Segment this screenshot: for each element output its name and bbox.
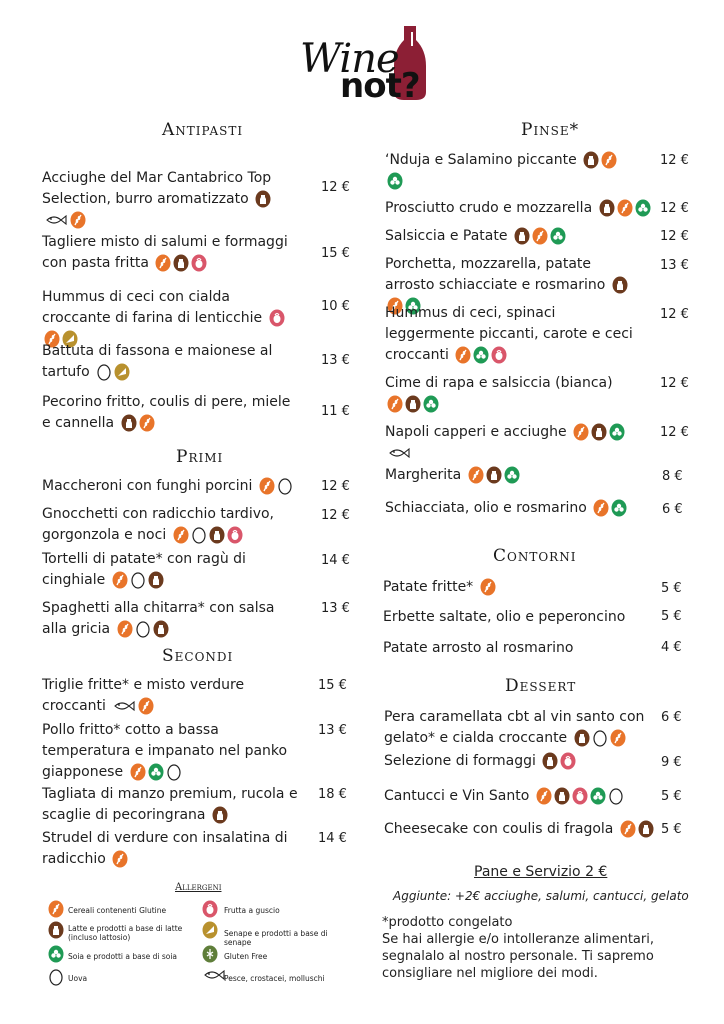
- legend-label: Uova: [68, 974, 88, 983]
- milk-icon: [638, 820, 654, 838]
- gluten-icon: [130, 763, 146, 781]
- soy-icon: [550, 227, 566, 245]
- menu-item: [385, 150, 635, 192]
- menu-item-price: 8 €: [662, 469, 683, 484]
- menu-item-price: 12 €: [660, 229, 689, 244]
- fish-icon: [44, 213, 68, 227]
- milk-icon: [486, 466, 502, 484]
- menu-item-name: Schiacciata, olio e rosmarino: [385, 500, 587, 516]
- glutenfree-icon: [202, 945, 218, 963]
- soy-icon: [148, 763, 164, 781]
- egg-icon: [608, 787, 624, 805]
- menu-item: [385, 303, 635, 366]
- menu-item: [42, 392, 302, 434]
- menu-item: [385, 498, 685, 519]
- gluten-icon: [173, 526, 189, 544]
- menu-item-name: Prosciutto crudo e mozzarella: [385, 200, 593, 216]
- menu-item: [385, 198, 685, 219]
- menu-item-name: Margherita: [385, 467, 462, 483]
- menu-item-name: Pecorino fritto, coulis di pere, miele e cannella: [42, 394, 291, 431]
- nuts-icon: [191, 254, 207, 272]
- nuts-icon: [572, 787, 588, 805]
- menu-item-name: Acciughe del Mar Cantabrico Top Selection, burro aromatizzato: [42, 170, 272, 207]
- nuts-icon: [202, 900, 218, 918]
- menu-item-price: 13 €: [318, 723, 347, 738]
- menu-item: [383, 607, 653, 628]
- fish-icon: [202, 968, 226, 982]
- menu-item-name: Patate arrosto al rosmarino: [383, 640, 574, 656]
- gluten-icon: [532, 227, 548, 245]
- menu-item: [384, 786, 654, 807]
- gluten-icon: [573, 423, 589, 441]
- section-title-secondi: Secondi: [162, 646, 234, 666]
- gluten-icon: [112, 571, 128, 589]
- menu-item: [42, 341, 292, 383]
- gluten-icon: [455, 346, 471, 364]
- milk-icon: [212, 806, 228, 824]
- gluten-icon: [610, 729, 626, 747]
- aggiunte-text: Aggiunte: +2€ acciughe, salumi, cantucci, gelato: [393, 889, 689, 903]
- menu-item-price: 10 €: [321, 299, 350, 314]
- section-title-primi: Primi: [176, 447, 224, 467]
- milk-icon: [542, 752, 558, 770]
- soy-icon: [473, 346, 489, 364]
- egg-icon: [592, 729, 608, 747]
- menu-item-price: 15 €: [321, 246, 350, 261]
- gluten-icon: [620, 820, 636, 838]
- legend-label: Pesce, crostacei, molluschi: [224, 974, 325, 983]
- menu-item-name: Cime di rapa e salsiccia (bianca): [385, 375, 613, 391]
- menu-item: [384, 819, 654, 840]
- menu-item-name: Cheesecake con coulis di fragola: [384, 821, 614, 837]
- mustard-icon: [202, 921, 218, 939]
- menu-item: [42, 784, 304, 826]
- menu-item-name: Triglie fritte* e misto verdure croccanti: [42, 677, 245, 714]
- menu-item: [42, 828, 304, 870]
- menu-item-price: 13 €: [321, 601, 350, 616]
- menu-item-name: Selezione di formaggi: [384, 753, 536, 769]
- menu-item: [383, 577, 633, 598]
- menu-item: [42, 720, 304, 783]
- menu-item-name: Pera caramellata cbt al vin santo con gelato* e cialda croccante: [384, 709, 645, 746]
- gluten-icon: [617, 199, 633, 217]
- menu-item: [42, 232, 302, 274]
- menu-item-price: 5 €: [661, 609, 682, 624]
- menu-item: [383, 638, 633, 659]
- menu-item-price: 6 €: [661, 710, 682, 725]
- fish-icon: [387, 446, 411, 460]
- menu-item-price: 13 €: [660, 258, 689, 273]
- nuts-icon: [227, 526, 243, 544]
- menu-item-name: Tortelli di patate* con ragù di cinghiale: [42, 551, 246, 588]
- menu-item: [384, 707, 654, 749]
- gluten-icon: [468, 466, 484, 484]
- gluten-icon: [70, 211, 86, 229]
- gluten-icon: [387, 395, 403, 413]
- milk-icon: [554, 787, 570, 805]
- legend-label: Latte e prodotti a base di latte (incluso lattosio): [68, 924, 183, 942]
- menu-item-price: 13 €: [321, 353, 350, 368]
- soy-icon: [611, 499, 627, 517]
- section-title-contorni: Contorni: [493, 546, 577, 566]
- menu-item-name: Cantucci e Vin Santo: [384, 788, 530, 804]
- gluten-icon: [259, 477, 275, 495]
- menu-item-name: Gnocchetti con radicchio tardivo, gorgonzola e noci: [42, 506, 275, 543]
- legend-label: Cereali contenenti Glutine: [68, 906, 167, 915]
- milk-icon: [574, 729, 590, 747]
- egg-icon: [135, 620, 151, 638]
- menu-item: [42, 168, 287, 231]
- menu-item-price: 12 €: [660, 307, 689, 322]
- menu-item-price: 9 €: [661, 755, 682, 770]
- soy-icon: [609, 423, 625, 441]
- menu-item-name: Hummus di ceci, spinaci leggermente piccanti, carote e ceci croccanti: [385, 305, 633, 363]
- nuts-icon: [560, 752, 576, 770]
- section-title-pinse: Pinse*: [521, 120, 580, 140]
- gluten-icon: [480, 578, 496, 596]
- milk-icon: [48, 921, 64, 939]
- menu-item: [42, 675, 297, 717]
- gluten-icon: [593, 499, 609, 517]
- gluten-icon: [48, 900, 64, 918]
- menu-item: [385, 373, 635, 415]
- milk-icon: [612, 276, 628, 294]
- menu-item-price: 12 €: [660, 201, 689, 216]
- menu-item: [384, 751, 634, 772]
- egg-icon: [130, 571, 146, 589]
- menu-item: [385, 465, 635, 486]
- menu-item-price: 4 €: [661, 640, 682, 655]
- menu-item-name: Napoli capperi e acciughe: [385, 424, 567, 440]
- menu-item-name: Strudel di verdure con insalatina di radicchio: [42, 830, 288, 867]
- menu-item-price: 14 €: [321, 553, 350, 568]
- menu-item: [42, 549, 302, 591]
- egg-icon: [277, 477, 293, 495]
- soy-icon: [590, 787, 606, 805]
- egg-icon: [191, 526, 207, 544]
- legend-title: Allergeni: [175, 882, 222, 893]
- milk-icon: [405, 395, 421, 413]
- milk-icon: [583, 151, 599, 169]
- gluten-icon: [112, 850, 128, 868]
- menu-item-name: Hummus di ceci con cialda croccante di farina di lenticchie: [42, 289, 263, 326]
- menu-item-name: Erbette saltate, olio e peperoncino: [383, 609, 626, 625]
- menu-item-price: 14 €: [318, 831, 347, 846]
- menu-item: [385, 226, 635, 247]
- egg-icon: [166, 763, 182, 781]
- milk-icon: [148, 571, 164, 589]
- milk-icon: [209, 526, 225, 544]
- menu-item: [385, 422, 635, 464]
- menu-item-name: Battuta di fassona e maionese al tartufo: [42, 343, 273, 380]
- egg-icon: [96, 363, 112, 381]
- menu-item-price: 12 €: [321, 508, 350, 523]
- servizio-text: Pane e Servizio 2 €: [474, 864, 608, 880]
- gluten-icon: [139, 414, 155, 432]
- gluten-icon: [536, 787, 552, 805]
- section-title-dessert: Dessert: [505, 676, 577, 696]
- egg-icon: [48, 968, 64, 986]
- section-title-antipasti: Antipasti: [162, 120, 244, 140]
- menu-item-price: 5 €: [661, 789, 682, 804]
- gluten-icon: [601, 151, 617, 169]
- legend-label: Frutta a guscio: [224, 906, 280, 915]
- menu-item-name: Tagliere misto di salumi e formaggi con pasta fritta: [42, 234, 288, 271]
- menu-item: [42, 598, 302, 640]
- menu-item-name: ‘Nduja e Salamino piccante: [385, 152, 577, 168]
- menu-item-name: Patate fritte*: [383, 579, 474, 595]
- menu-item-price: 11 €: [321, 404, 350, 419]
- menu-item: [42, 476, 317, 497]
- menu-item-price: 15 €: [318, 678, 347, 693]
- frozen-note: *prodotto congelato: [382, 915, 513, 930]
- logo: [300, 22, 430, 104]
- menu-item-name: Tagliata di manzo premium, rucola e scaglie di pecoringrana: [42, 786, 298, 823]
- menu-item-price: 5 €: [661, 822, 682, 837]
- menu-item-name: Maccheroni con funghi porcini: [42, 478, 253, 494]
- gluten-icon: [117, 620, 133, 638]
- milk-icon: [514, 227, 530, 245]
- fish-icon: [112, 699, 136, 713]
- nuts-icon: [491, 346, 507, 364]
- menu-item-name: Pollo fritto* cotto a bassa temperatura e impanato nel panko giapponese: [42, 722, 288, 780]
- menu-item-price: 12 €: [321, 479, 350, 494]
- milk-icon: [173, 254, 189, 272]
- menu-item-price: 12 €: [660, 153, 689, 168]
- milk-icon: [121, 414, 137, 432]
- logo-wine-text: Wine: [300, 36, 399, 82]
- soy-icon: [635, 199, 651, 217]
- menu-item: [42, 504, 302, 546]
- soy-icon: [423, 395, 439, 413]
- nuts-icon: [269, 309, 285, 327]
- milk-icon: [591, 423, 607, 441]
- soy-icon: [504, 466, 520, 484]
- soy-icon: [387, 172, 403, 190]
- milk-icon: [255, 190, 271, 208]
- menu-item-price: 18 €: [318, 787, 347, 802]
- menu-item-price: 12 €: [321, 180, 350, 195]
- menu-item-name: Porchetta, mozzarella, patate arrosto schiacciate e rosmarino: [385, 256, 606, 293]
- menu-item-price: 5 €: [661, 581, 682, 596]
- legend-label: Senape e prodotti a base di senape: [224, 929, 328, 947]
- menu-item-price: 6 €: [662, 502, 683, 517]
- menu-item-name: Spaghetti alla chitarra* con salsa alla gricia: [42, 600, 275, 637]
- logo-not-text: not?: [340, 66, 420, 106]
- milk-icon: [153, 620, 169, 638]
- mustard-icon: [114, 363, 130, 381]
- soy-icon: [48, 945, 64, 963]
- legend-label: Gluten Free: [224, 952, 268, 961]
- menu-item-price: 12 €: [660, 376, 689, 391]
- legend-label: Soia e prodotti a base di soia: [68, 952, 178, 961]
- gluten-icon: [138, 697, 154, 715]
- menu-item-price: 12 €: [660, 425, 689, 440]
- gluten-icon: [155, 254, 171, 272]
- menu-item-name: Salsiccia e Patate: [385, 228, 508, 244]
- milk-icon: [599, 199, 615, 217]
- allergy-note: Se hai allergie e/o intolleranze alimentari, segnalalo al nostro personale. Ti sapremo consigliare nel migliore dei modi.: [382, 932, 654, 981]
